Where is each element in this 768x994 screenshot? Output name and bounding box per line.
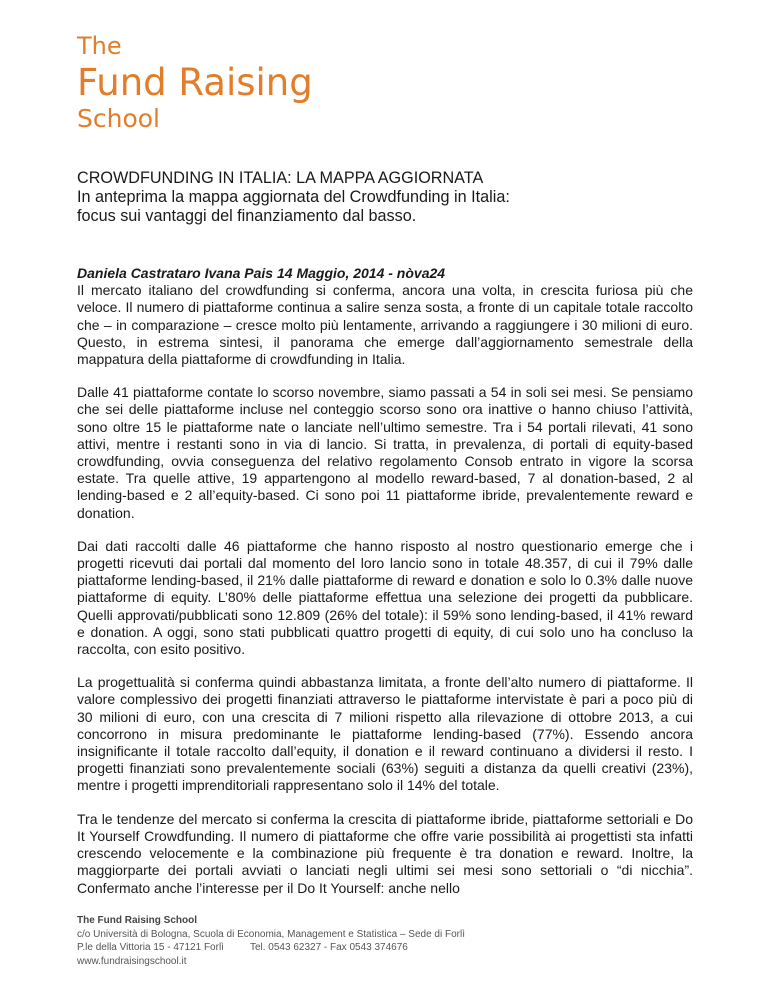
paragraph-text: Il mercato italiano del crowdfunding si conferma, ancora una volta, in crescita furiosa più che veloce. Il numero di piattaforme continua a salire senza sosta, a fronte di un capitale totale raccolto che – in comparazione – cresce molto più lentamente, arrivando a raggiungere i 30 milioni di euro. Questo, in estrema sintesi, il panorama che emerge dall’aggiornamento semestrale della mappatura della piattaforme di crowdfunding in Italia. — [77, 282, 693, 368]
article-paragraph-5: Tra le tendenze del mercato si conferma la crescita di piattaforme ibride, piattaforme settoriali e Do It Yourself Crowdfunding. Il numero di piattaforme che offre varie possibilità ai progettisti sta infatti crescendo velocemente e la combinazione più frequente è tra donation e reward. Inoltre, la maggiorparte dei portali avviati o lanciati negli ultimi sei mesi sono settoriali o “di nicchia”. Confermato anche l’interesse per il Do It Yourself: anche nello — [77, 810, 693, 896]
headline-subtitle-line-2: focus sui vantaggi del finanziamento dal basso. — [77, 207, 417, 225]
footer-organization-name: The Fund Raising School — [77, 915, 197, 926]
footer-address-line-1: c/o Università di Bologna, Scuola di Economia, Management e Statistica – Sede di Forlì — [77, 928, 465, 940]
headline-subtitle-line-1: In anteprima la mappa aggiornata del Crowdfunding in Italia: — [77, 188, 510, 206]
logo-line-fund-raising: Fund Raising — [77, 61, 313, 104]
article-body — [77, 265, 693, 913]
article-paragraph-3: Dai dati raccolti dalle 46 piattaforme che hanno risposto al nostro questionario emerge che i progetti ricevuti dai portali dal momento del loro lancio sono in totale 48.357, di cui il 79% dalle piattaforme lending-based, il 21% dalle piattaforme di reward e donation e solo lo 0.3% dalle nuove piattaforme di equity. L’80% delle piattaforme effettua una selezione dei progetti da pubblicare. Quelli approvati/pubblicati sono 12.809 (26% del totale): il 59% sono lending-based, il 41% reward e donation. A oggi, sono stati pubblicati quattro progetti di equity, di cui solo uno ha concluso la raccolta, con esito positivo. — [77, 537, 693, 658]
headline-title: CROWDFUNDING IN ITALIA: LA MAPPA AGGIORNATA — [77, 169, 484, 187]
article-headline — [77, 169, 697, 226]
article-paragraph-2: Dalle 41 piattaforme contate lo scorso novembre, siamo passati a 54 in soli sei mesi. Se pensiamo che sei delle piattaforme incluse nel conteggio scorso sono ora inattive o hanno chiuso l’attività, sono oltre 15 le piattaforme nate o lanciate nell’ultimo semestre. Tra i 54 portali rilevati, 41 sono attivi, mentre i restanti sono in via di lancio. Si tratta, in prevalenza, di portali di equity-based crowdfunding, ovvia conseguenza del relativo regolamento Consob entrato in vigore la scorsa estate. Tra quelle attive, 19 appartengono al modello reward-based, 7 al donation-based, 2 al lending-based e 2 all’equity-based. Ci sono poi 11 piattaforme ibride, prevalentemente reward e donation. — [77, 384, 693, 521]
footer-phone-fax: Tel. 0543 62327 - Fax 0543 374676 — [249, 942, 408, 953]
footer-street-address: P.le della Vittoria 15 - 47121 Forlì — [77, 942, 224, 953]
footer-address-line-2 — [77, 941, 465, 955]
logo-line-the: The — [77, 32, 122, 60]
footer-website-link[interactable]: www.fundraisingschool.it — [77, 955, 187, 967]
page-footer — [77, 914, 465, 968]
article-paragraph-4: La progettualità si conferma quindi abbastanza limitata, a fronte dell’alto numero di piattaforme. Il valore complessivo dei progetti finanziati attraverso le piattaforme intervistate è pari a poco più di 30 milioni di euro, con una crescita di 7 milioni rispetto alla rilevazione di ottobre 2013, a cui concorrono in misura predominante le piattaforme lending-based (77%). Essendo ancora insignificante il totale raccolto dall’equity, il donation e il reward continuano a dividersi il resto. I progetti finanziati sono prevalentemente sociali (63%) seguiti a distanza da quelli creativi (23%), mentre i progetti imprenditoriali rappresentano solo il 14% del totale. — [77, 674, 693, 794]
article-byline: Daniela Castrataro Ivana Pais 14 Maggio, 2014 - nòva24 — [77, 265, 446, 281]
school-logo — [77, 34, 313, 131]
article-paragraph-1 — [77, 265, 693, 368]
logo-line-school: School — [77, 104, 160, 133]
